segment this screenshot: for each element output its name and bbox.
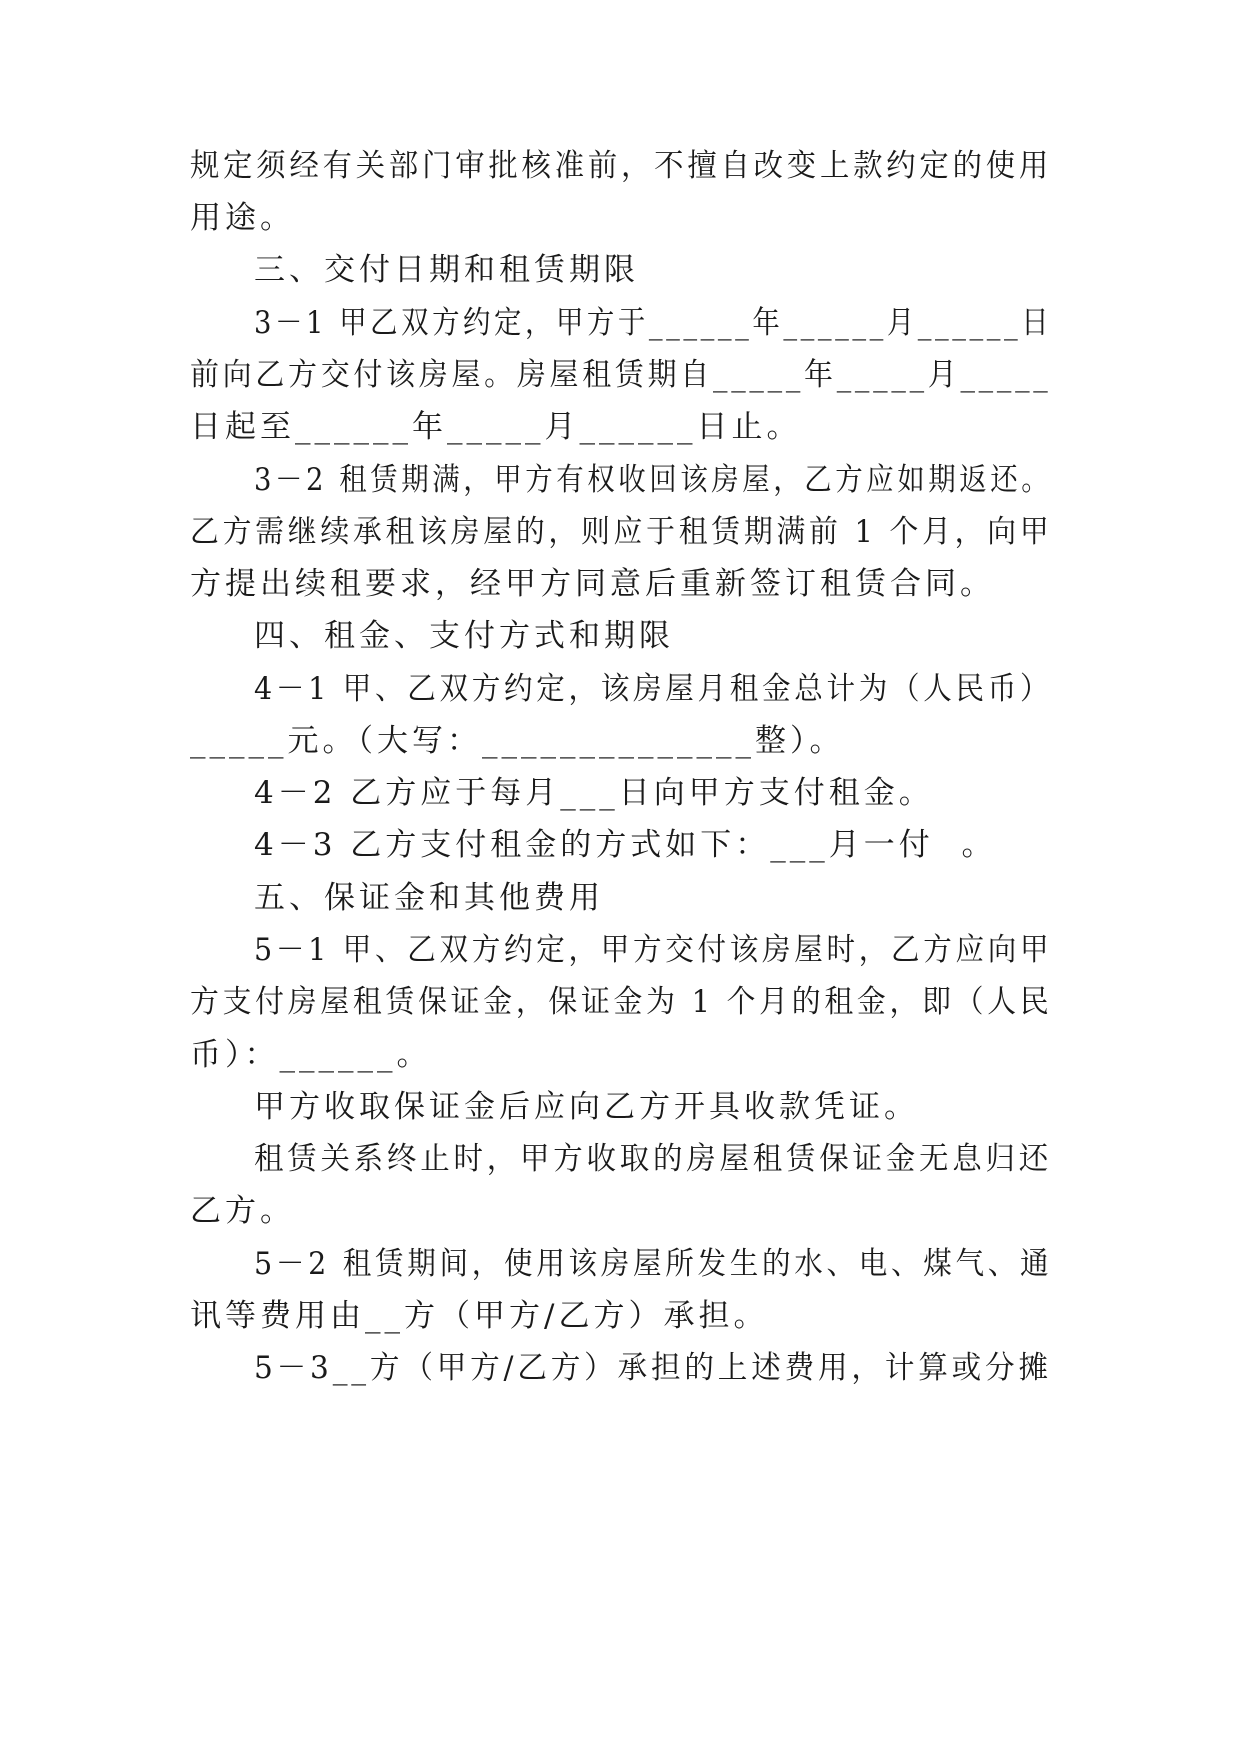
paragraph-line: 乙方。 bbox=[190, 1193, 295, 1229]
paragraph-line: 讯等费用由__方（甲方/乙方）承担。 bbox=[190, 1298, 769, 1334]
section-heading: 四、租金、支付方式和期限 bbox=[254, 618, 674, 654]
section-heading: 三、交付日期和租赁期限 bbox=[254, 252, 639, 288]
paragraph-line: 5－1 甲、乙双方约定，甲方交付该房屋时，乙方应向甲 bbox=[254, 932, 1053, 968]
paragraph-line: 方支付房屋租赁保证金，保证金为 1 个月的租金，即（人民 bbox=[190, 984, 1053, 1020]
section-heading: 五、保证金和其他费用 bbox=[254, 880, 604, 916]
paragraph-line: 方提出续租要求，经甲方同意后重新签订租赁合同。 bbox=[190, 566, 995, 602]
paragraph-line: 前向乙方交付该房屋。房屋租赁期自_____年_____月_____ bbox=[190, 357, 1052, 393]
paragraph-line: 3－2 租赁期满，甲方有权收回该房屋，乙方应如期返还。 bbox=[254, 462, 1053, 498]
paragraph-line: 4－1 甲、乙双方约定，该房屋月租金总计为（人民币） bbox=[254, 671, 1053, 707]
paragraph-line: _____元。（大写：______________整）。 bbox=[190, 723, 845, 759]
paragraph-line: 币）：______。 bbox=[190, 1037, 432, 1073]
paragraph-line: 租赁关系终止时，甲方收取的房屋租赁保证金无息归还 bbox=[254, 1141, 1052, 1177]
paragraph-line: 规定须经有关部门审批核准前，不擅自改变上款约定的使用 bbox=[190, 148, 1053, 184]
paragraph-line: 4－3 乙方支付租金的方式如下：___月一付 。 bbox=[254, 827, 997, 863]
paragraph-line: 3－1 甲乙双方约定，甲方于______年______月______日 bbox=[254, 305, 1053, 341]
paragraph-line: 5－2 租赁期间，使用该房屋所发生的水、电、煤气、通 bbox=[254, 1246, 1053, 1282]
paragraph-line: 甲方收取保证金后应向乙方开具收款凭证。 bbox=[254, 1089, 919, 1125]
paragraph-line: 4－2 乙方应于每月___日向甲方支付租金。 bbox=[254, 775, 934, 811]
paragraph-line: 日起至______年_____月______日止。 bbox=[190, 409, 802, 445]
paragraph-line: 乙方需继续承租该房屋的，则应于租赁期满前 1 个月，向甲 bbox=[190, 514, 1053, 550]
paragraph-line: 5－3__方（甲方/乙方）承担的上述费用，计算或分摊 bbox=[254, 1350, 1052, 1386]
paragraph-line: 用途。 bbox=[190, 200, 295, 236]
